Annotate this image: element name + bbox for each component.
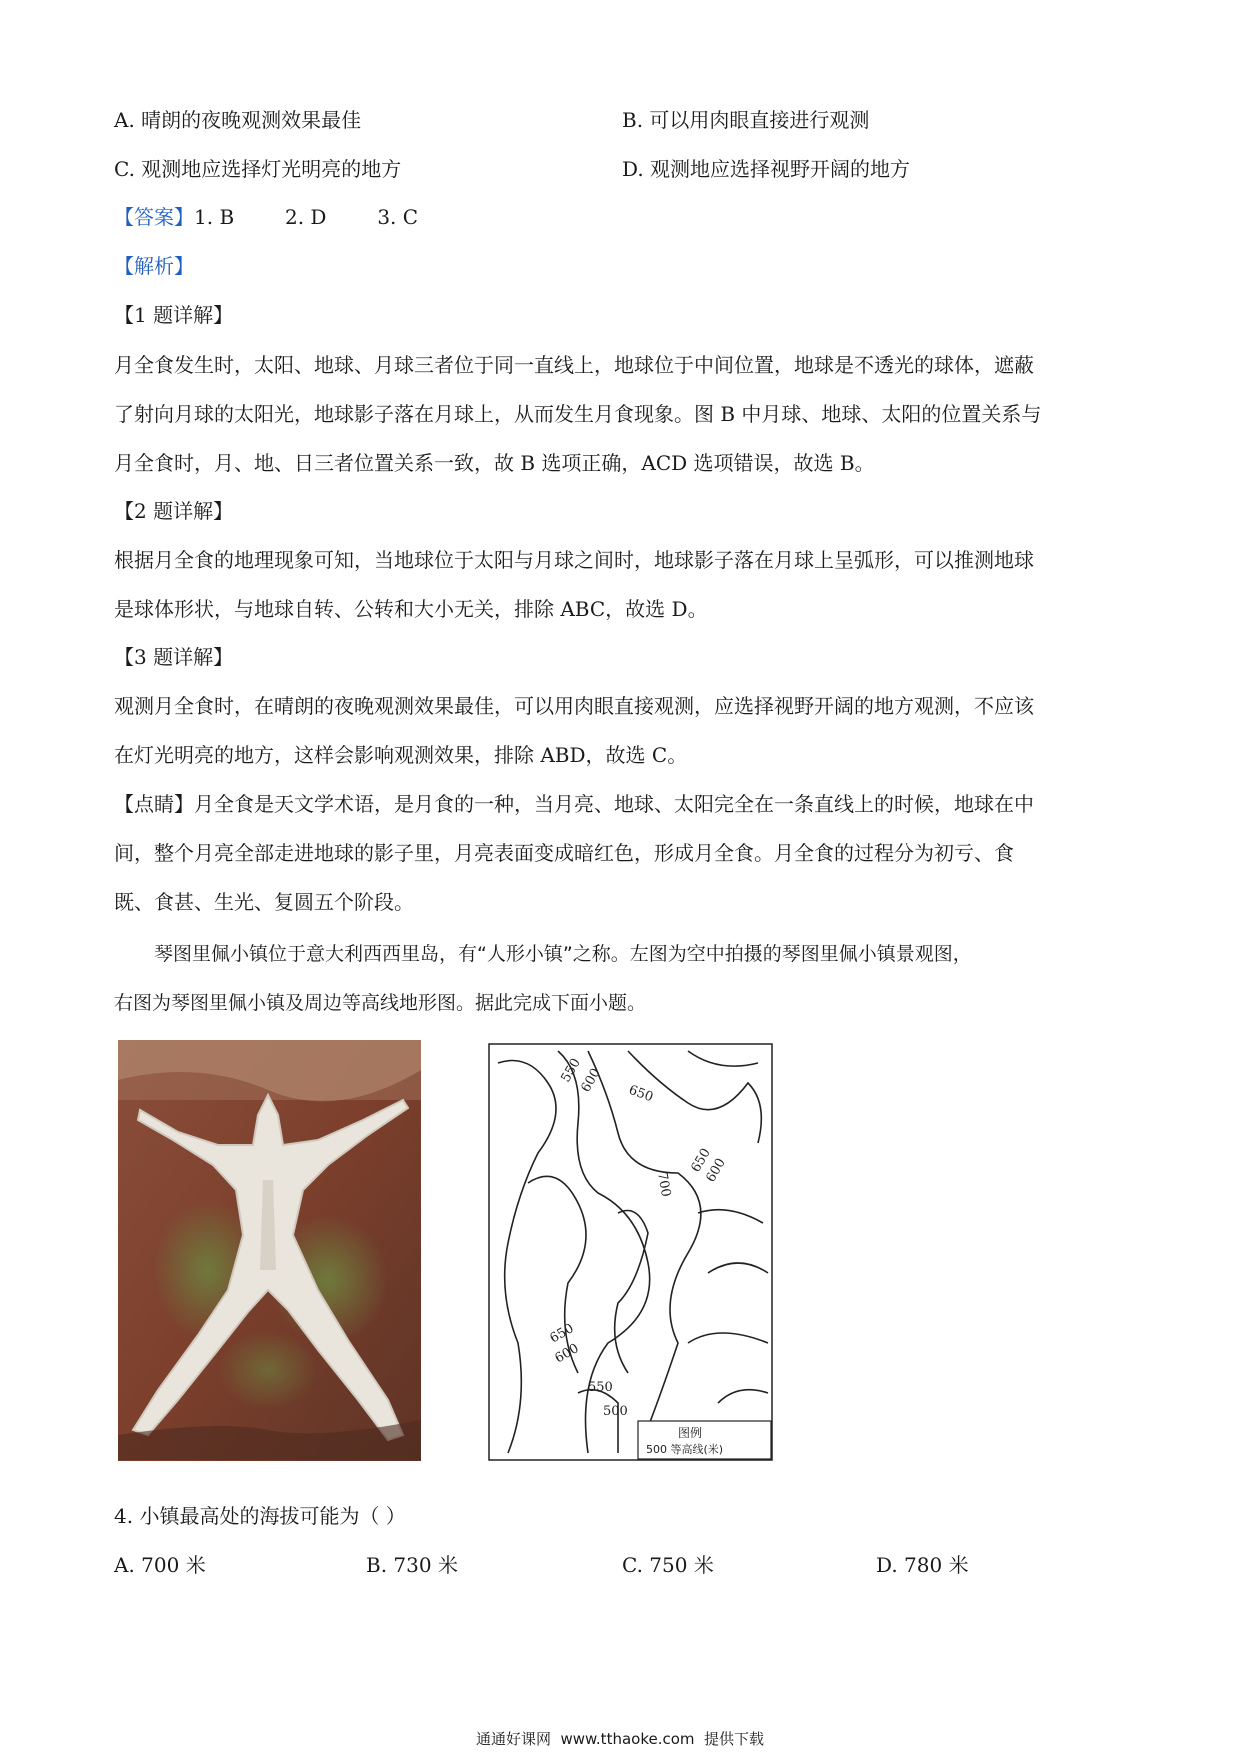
option-c: C. 观测地应选择灯光明亮的地方 (114, 157, 402, 181)
q1-heading: 【1 题详解】 (114, 303, 234, 327)
tip-label: 【点睛】 (114, 792, 194, 816)
contour-label: 600 (703, 1155, 729, 1185)
option-d: D. 观测地应选择视野开阔的地方 (622, 157, 911, 181)
q4-option-b: B. 730 米 (366, 1553, 458, 1577)
q3-heading: 【3 题详解】 (114, 645, 234, 669)
answer-line (114, 203, 1124, 231)
q1-line-1: 月全食发生时，太阳、地球、月球三者位于同一直线上，地球位于中间位置，地球是不透光的球体，遮蔽 (114, 353, 1034, 377)
legend-title: 图例 (678, 1426, 703, 1440)
legend-text: 500 等高线(米) (646, 1443, 724, 1456)
tip-line-2: 间，整个月亮全部走进地球的影子里，月亮表面变成暗红色，形成月全食。月全食的过程分为初亏、食 (114, 841, 1014, 865)
q3-line-1: 观测月全食时，在晴朗的夜晚观测效果最佳，可以用肉眼直接观测，应选择视野开阔的地方观测，不应该 (114, 694, 1034, 718)
q2-line-2: 是球体形状，与地球自转、公转和大小无关，排除 ABC，故选 D。 (114, 597, 708, 621)
q3-line-2: 在灯光明亮的地方，这样会影响观测效果，排除 ABD，故选 C。 (114, 743, 688, 767)
tip-line-1 (114, 790, 1124, 818)
map-legend (638, 1421, 771, 1459)
q1-line-2: 了射向月球的太阳光，地球影子落在月球上，从而发生月食现象。图 B 中月球、地球、太阳的位置关系与 (114, 402, 1042, 426)
contour-label: 650 (547, 1321, 577, 1347)
contour-label: 550 (588, 1380, 613, 1395)
q2-heading: 【2 题详解】 (114, 499, 234, 523)
contour-label: 500 (603, 1404, 628, 1419)
answer-label: 【答案】 (114, 205, 194, 229)
q4-stem: 4. 小镇最高处的海拔可能为（ ） (114, 1504, 406, 1528)
q4-option-a: A. 700 米 (114, 1553, 206, 1577)
option-a: A. 晴朗的夜晚观测效果最佳 (114, 108, 362, 132)
q4-option-d: D. 780 米 (876, 1553, 969, 1577)
contour-label: 700 (654, 1171, 674, 1199)
intro-line-2: 右图为琴图里佩小镇及周边等高线地形图。据此完成下面小题。 (114, 992, 647, 1014)
contour-label: 650 (688, 1145, 714, 1175)
contour-map (488, 1043, 773, 1461)
contour-label: 650 (626, 1082, 656, 1106)
q2-line-1: 根据月全食的地理现象可知，当地球位于太阳与月球之间时，地球影子落在月球上呈弧形，可以推测地球 (114, 548, 1034, 572)
analysis-label: 【解析】 (114, 254, 194, 278)
aerial-town-photo (118, 1040, 421, 1461)
answer-values: 1. B 2. D 3. C (194, 205, 419, 229)
tip-text-1: 月全食是天文学术语，是月食的一种，当月亮、地球、太阳完全在一条直线上的时候，地球在中 (194, 792, 1034, 816)
contour-label: 600 (552, 1341, 582, 1367)
q1-line-3: 月全食时，月、地、日三者位置关系一致，故 B 选项正确，ACD 选项错误，故选 B。 (114, 451, 875, 475)
intro-line-1: 琴图里佩小镇位于意大利西西里岛，有“人形小镇”之称。左图为空中拍摄的琴图里佩小镇景观图， (154, 943, 972, 965)
q4-option-c: C. 750 米 (622, 1553, 714, 1577)
option-b: B. 可以用肉眼直接进行观测 (622, 108, 870, 132)
page-footer: 通通好课网 www.tthaoke.com 提供下载 (475, 1730, 765, 1748)
contour-label: 600 (578, 1065, 604, 1095)
contour-label: 550 (558, 1055, 584, 1085)
tip-line-3: 既、食甚、生光、复圆五个阶段。 (114, 890, 414, 914)
